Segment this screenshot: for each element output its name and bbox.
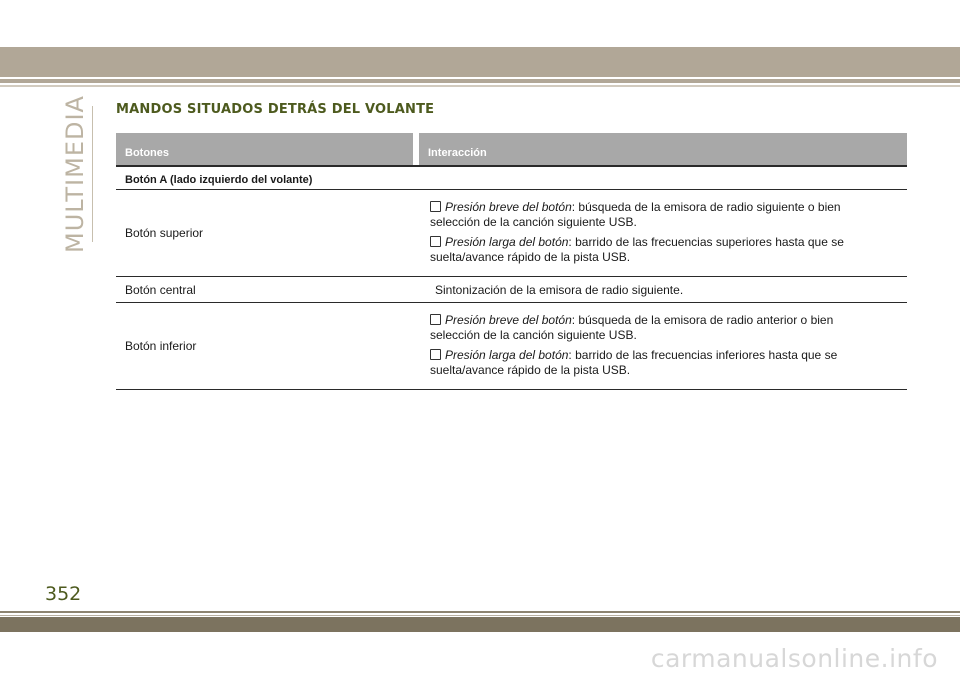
header-rule — [0, 79, 960, 83]
group-row: Botón A (lado izquierdo del volante) — [116, 167, 907, 190]
checkbox-bullet-icon — [430, 349, 441, 360]
list-item — [430, 235, 877, 264]
button-name: Botón superior — [125, 226, 204, 240]
button-name: Botón inferior — [125, 339, 197, 353]
item-emphasis: Presión larga del botón — [445, 235, 569, 249]
checkbox-bullet-icon — [430, 236, 441, 247]
interaction-cell — [426, 303, 907, 389]
item-text: : barrido de las frecuencias superiores hasta que se suelta/avance rápido de la pista USB. — [430, 235, 844, 264]
interaction-cell: Sintonización de la emisora de radio siguiente. — [435, 283, 684, 297]
header-rule-thin — [0, 85, 960, 87]
header-band — [0, 47, 960, 77]
button-name: Botón central — [125, 282, 196, 297]
item-emphasis: Presión larga del botón — [445, 348, 569, 362]
table-header — [116, 133, 907, 165]
controls-table — [116, 133, 907, 390]
footer-rule-thin — [0, 615, 960, 616]
list-item — [430, 313, 877, 342]
header-buttons: Botones — [116, 133, 413, 165]
section-title: MANDOS SITUADOS DETRÁS DEL VOLANTE — [116, 102, 435, 117]
footer-band — [0, 617, 960, 632]
header-interaction: Interacción — [419, 133, 907, 165]
list-item — [430, 348, 877, 377]
watermark: carmanualsonline.info — [650, 644, 938, 673]
table-row — [116, 303, 907, 390]
item-emphasis: Presión breve del botón — [445, 200, 572, 214]
interaction-cell — [426, 190, 907, 276]
page-number: 352 — [45, 583, 82, 605]
item-text: : búsqueda de la emisora de radio siguiente o bien selección de la canción siguiente USB. — [430, 200, 841, 229]
chapter-label: MULTIMEDIA — [61, 95, 89, 253]
checkbox-bullet-icon — [430, 314, 441, 325]
item-text: : barrido de las frecuencias inferiores hasta que se suelta/avance rápido de la pista USB. — [430, 348, 838, 377]
item-text: : búsqueda de la emisora de radio anterior o bien selección de la canción siguiente USB. — [430, 313, 834, 342]
checkbox-bullet-icon — [430, 201, 441, 212]
list-item — [430, 200, 877, 229]
chapter-tab — [58, 95, 93, 253]
footer-rule — [0, 611, 960, 613]
table-row — [116, 277, 907, 303]
item-emphasis: Presión breve del botón — [445, 313, 572, 327]
table-row — [116, 190, 907, 277]
